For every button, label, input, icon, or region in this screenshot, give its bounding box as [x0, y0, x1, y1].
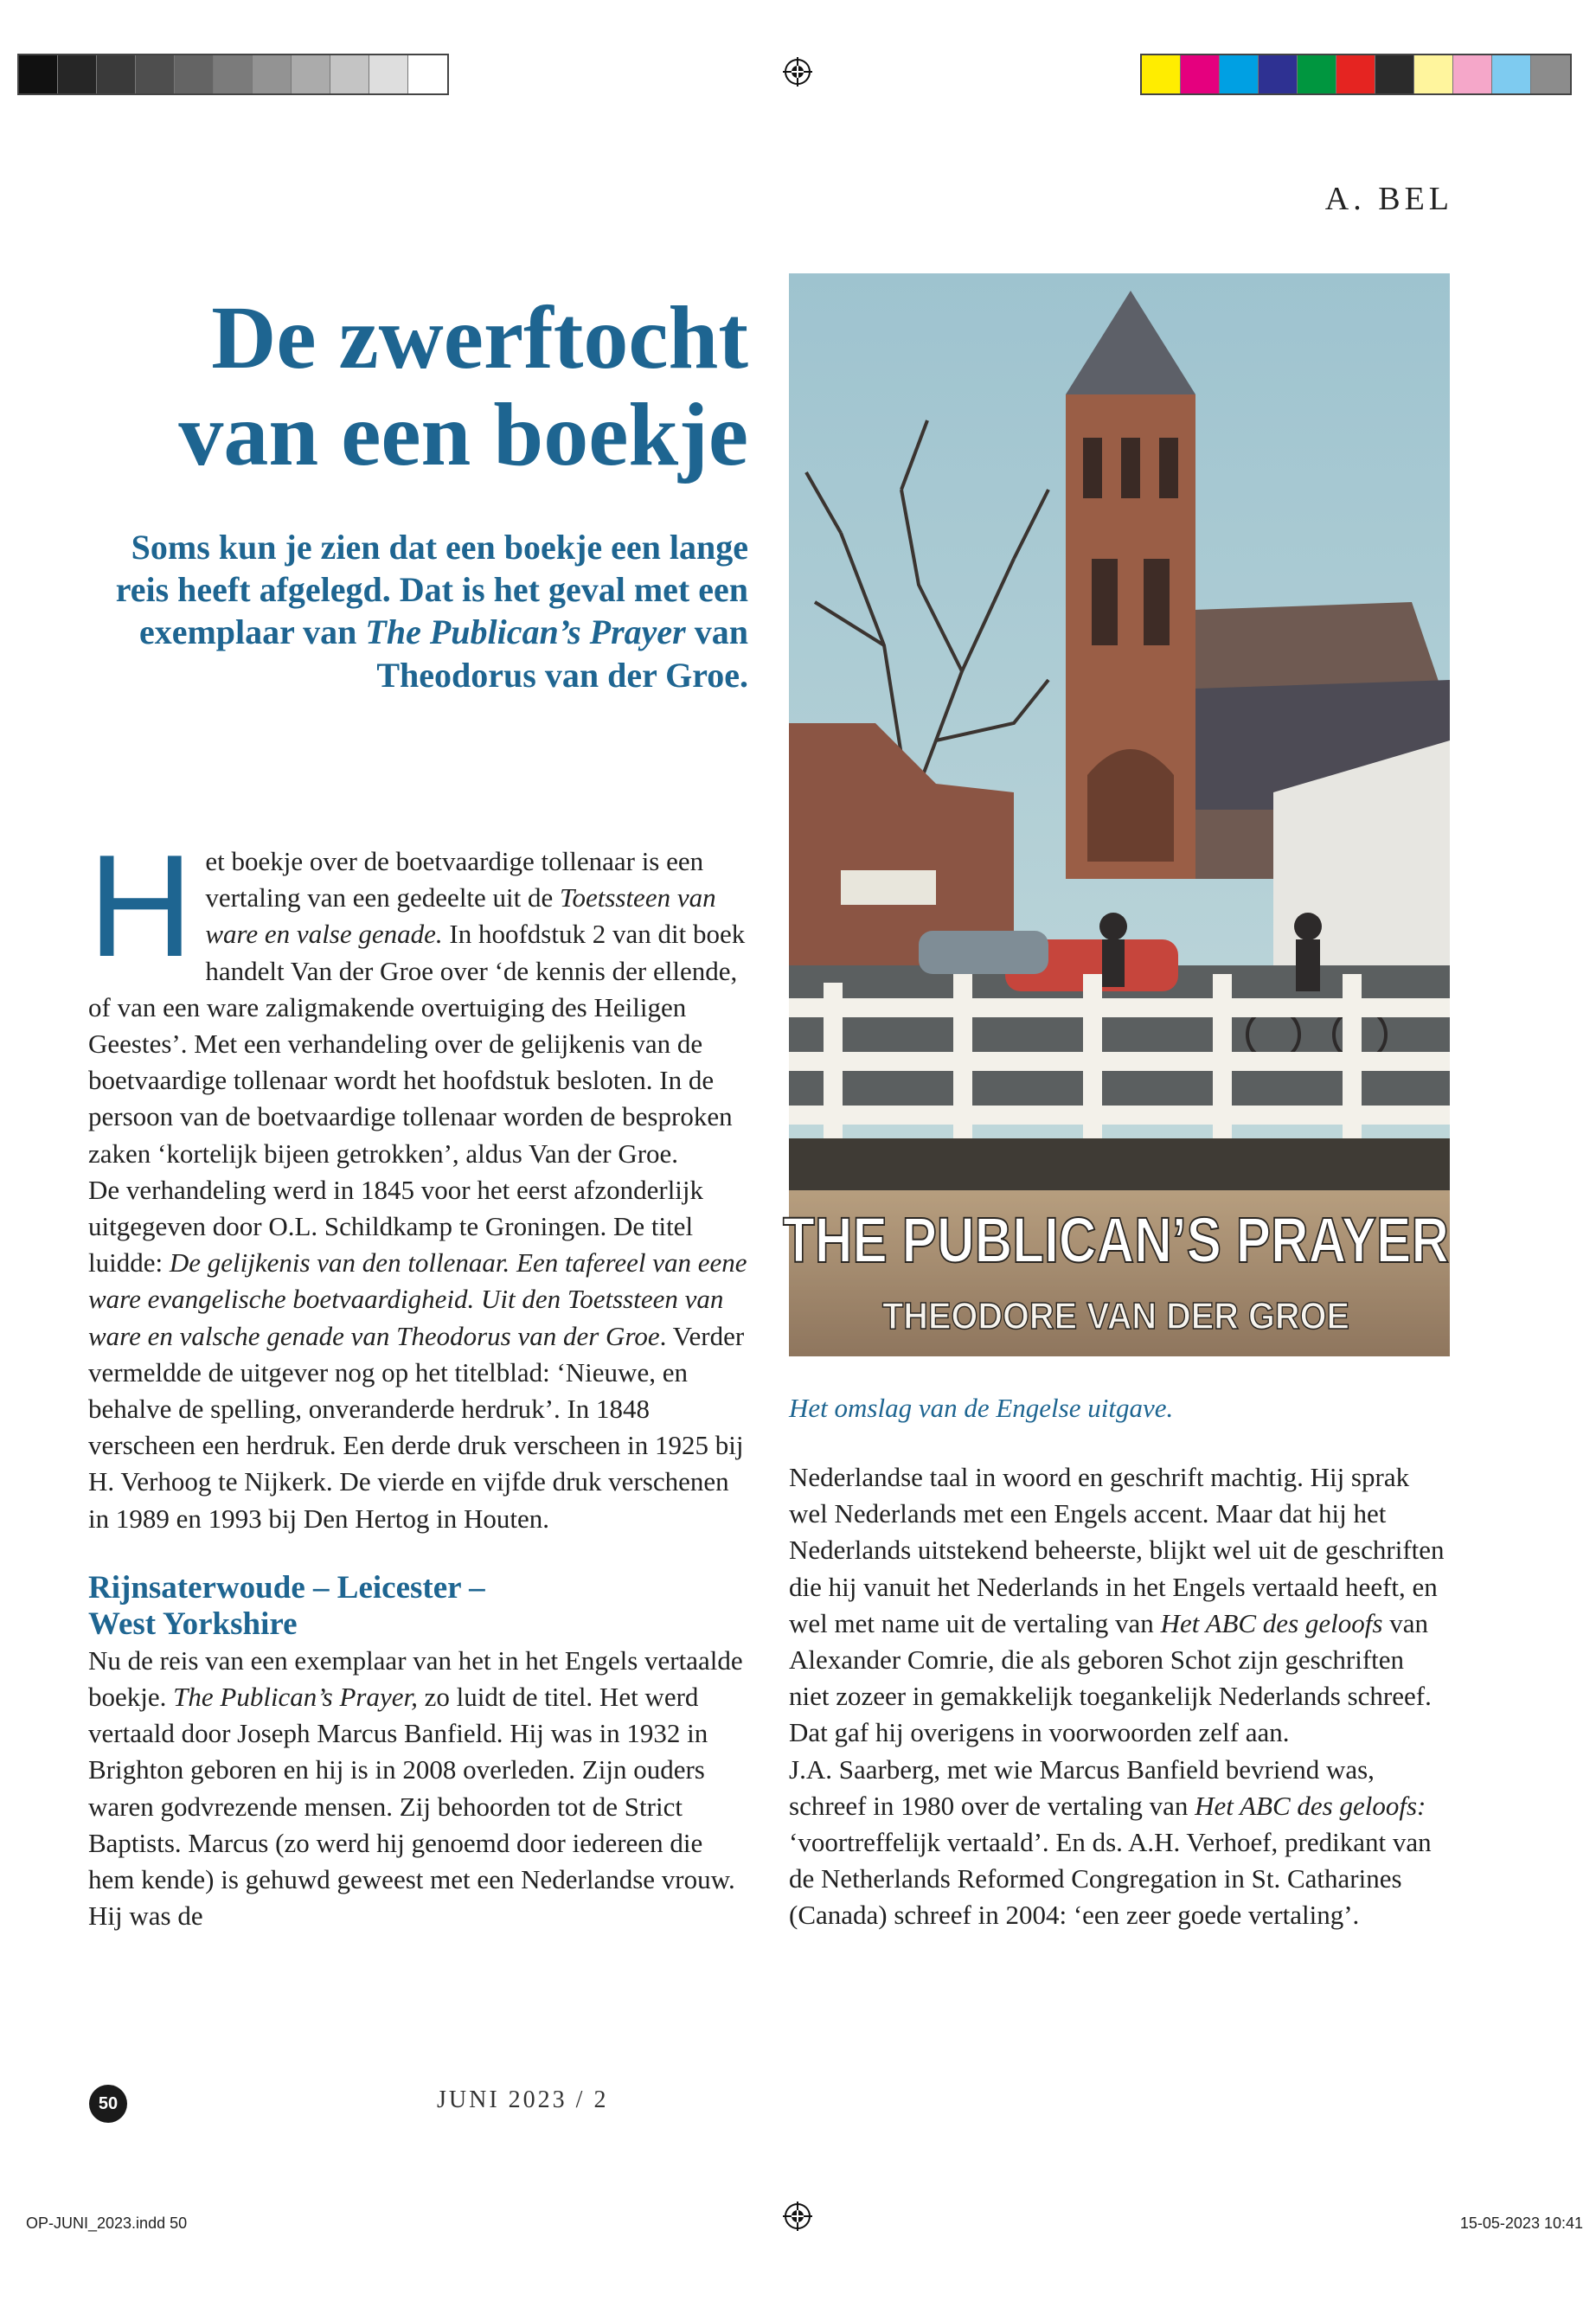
gray-swatch-2 [58, 55, 97, 93]
paragraph-5-text-end: ‘voortreffelijk vertaald’. En ds. A.H. Verhoef, predikant van de Netherlands Reformed Congregation in St. Catharines (Canada) schreef in 2004: ‘een zeer goede vertaling’. [789, 1827, 1432, 1931]
lead-book-title: The Publican’s Prayer [365, 612, 686, 652]
title-line-1: De zwerftocht [211, 288, 748, 388]
paragraph-3 [88, 1643, 751, 1935]
gray-swatch-1 [19, 55, 58, 93]
paragraph-2-text: De verhandeling werd in 1845 voor het eerst afzonderlijk uitgegeven door O.L. Schildkamp te Groningen. De titel luidde: [88, 1174, 704, 1279]
text-column-left [88, 824, 751, 1934]
title-line-2: van een boekje [178, 385, 748, 485]
color-swatch-3 [1220, 55, 1259, 93]
article-lead [87, 526, 748, 696]
photo-caption: Het omslag van de Engelse uitgave. [789, 1393, 1174, 1423]
color-swatch-11 [1531, 55, 1570, 93]
paragraph-1-text-end: In hoofdstuk 2 van dit boek handelt Van der Groe over ‘de kennis der ellende, of van een ware zaligmakende overtuiging des Heiligen Geestes’. Met een verhandeling over de gelijkenis van de boetvaardige tollenaar wordt het hoofdstuk besloten. In de persoon van de boetvaardige tollenaar worden de besproken zaken ‘kortelijk bijeen getrokken’, aldus Van der Groe. [88, 919, 746, 1169]
process-color-bar [1140, 54, 1572, 95]
paragraph-1 [88, 824, 751, 1172]
paragraph-4-text-end: van Alexander Comrie, die als geboren Schot zijn geschriften niet zozeer in gemakkelijk toegankelijk Nederlands schreef. Dat gaf hij overigens in voorwoorden zelf aan. [789, 1607, 1432, 1748]
color-swatch-7 [1375, 55, 1414, 93]
slug-filename: OP-JUNI_2023.indd 50 [26, 2214, 188, 2232]
paragraph-3-text: Nu de reis van een exemplaar van het in het Engels vertaalde boekje. [88, 1644, 743, 1713]
subheading-line-2: West Yorkshire [88, 1606, 298, 1642]
paragraph-5 [789, 1752, 1450, 1934]
color-swatch-4 [1259, 55, 1298, 93]
gray-swatch-3 [97, 55, 136, 93]
author-name: A. BEL [1324, 181, 1453, 217]
paragraph-3-text-end: zo luidt de titel. Het werd vertaald door Joseph Marcus Banfield. Hij was in 1932 in Brighton geboren en hij is in 2008 overleden. Zijn ouders waren godvrezende mensen. Zij behoorden tot de Strict Baptists. Marcus (zo werd hij genoemd door iedereen die hem kende) is gehuwd geweest met een Nederlandse vrouw. Hij was de [88, 1682, 735, 1932]
color-swatch-6 [1336, 55, 1375, 93]
paragraph-5-italic: Het ABC des geloofs: [1195, 1790, 1426, 1821]
section-subheading [88, 1570, 751, 1643]
paragraph-1-italic: Toetssteen van ware en valse genade. [205, 882, 716, 950]
issue-label: JUNI 2023 / 2 [437, 2086, 609, 2113]
subheading-line-1: Rijnsaterwoude – Leicester – [88, 1569, 485, 1606]
drop-cap: H [88, 824, 194, 987]
gray-swatch-9 [330, 55, 369, 93]
color-swatch-9 [1453, 55, 1492, 93]
gray-swatch-7 [253, 55, 292, 93]
lead-text: Soms kun je zien dat een boekje een lange reis heeft afgelegd. Dat is het geval met een exemplaar van [115, 528, 748, 652]
gray-swatch-6 [214, 55, 253, 93]
gray-swatch-5 [175, 55, 214, 93]
color-swatch-10 [1492, 55, 1531, 93]
paragraph-4-italic: Het ABC des geloofs [1160, 1607, 1383, 1638]
text-column-right [789, 1459, 1450, 1934]
paragraph-3-italic: The Publican’s Prayer, [173, 1682, 418, 1713]
paragraph-4 [789, 1459, 1450, 1752]
page-number-badge: 50 [89, 2085, 127, 2123]
registration-mark-top-icon [783, 57, 812, 87]
gray-swatch-10 [369, 55, 408, 93]
color-swatch-8 [1414, 55, 1453, 93]
gray-swatch-11 [408, 55, 447, 93]
color-swatch-2 [1181, 55, 1220, 93]
cover-book-title: THE PUBLICAN’S PRAYER [783, 1204, 1449, 1276]
registration-mark-bottom-icon [783, 2202, 812, 2231]
grayscale-color-bar [17, 54, 449, 95]
paragraph-2-italic: De gelijkenis van den tollenaar. Een tafereel van eene ware evangelische boetvaardigheid. Uit den Toetssteen van ware en valsche genade van Theodorus van der Groe [88, 1247, 747, 1351]
slug-datetime: 15-05-2023 10:41 [1459, 2214, 1583, 2232]
paragraph-4-text: Nederlandse taal in woord en geschrift machtig. Hij sprak wel Nederlands met een Engels accent. Maar dat hij het Nederlands uitstekend beheerste, blijkt wel uit de geschriften die hij vanuit het Nederlands in het Engels vertaald heeft, en wel met name uit de vertaling van [789, 1462, 1445, 1638]
color-swatch-5 [1298, 55, 1336, 93]
article-title [78, 290, 748, 484]
paragraph-2-text-end: . Verder vermeldde de uitgever nog op het titelblad: ‘Nieuwe, en behalve de spelling, onveranderde herdruk’. In 1848 verscheen een herdruk. Een derde druk verscheen in 1925 bij H. Verhoog te Nijkerk. De vierde en vijfde druk verschenen in 1989 en 1993 bij Den Hertog in Houten. [88, 1320, 745, 1534]
color-swatch-1 [1142, 55, 1181, 93]
paragraph-1-text: et boekje over de boetvaardige tollenaar is een vertaling van een gedeelte uit de [205, 846, 704, 913]
paragraph-2 [88, 1172, 751, 1537]
lead-text-end: van Theodorus van der Groe. [376, 612, 748, 695]
gray-swatch-4 [136, 55, 175, 93]
cover-book-author: THEODORE VAN DER GROE [882, 1295, 1349, 1337]
book-cover-photo [783, 273, 1450, 1356]
paragraph-5-text: J.A. Saarberg, met wie Marcus Banfield bevriend was, schreef in 1980 over de vertaling van [789, 1753, 1375, 1821]
gray-swatch-8 [292, 55, 330, 93]
